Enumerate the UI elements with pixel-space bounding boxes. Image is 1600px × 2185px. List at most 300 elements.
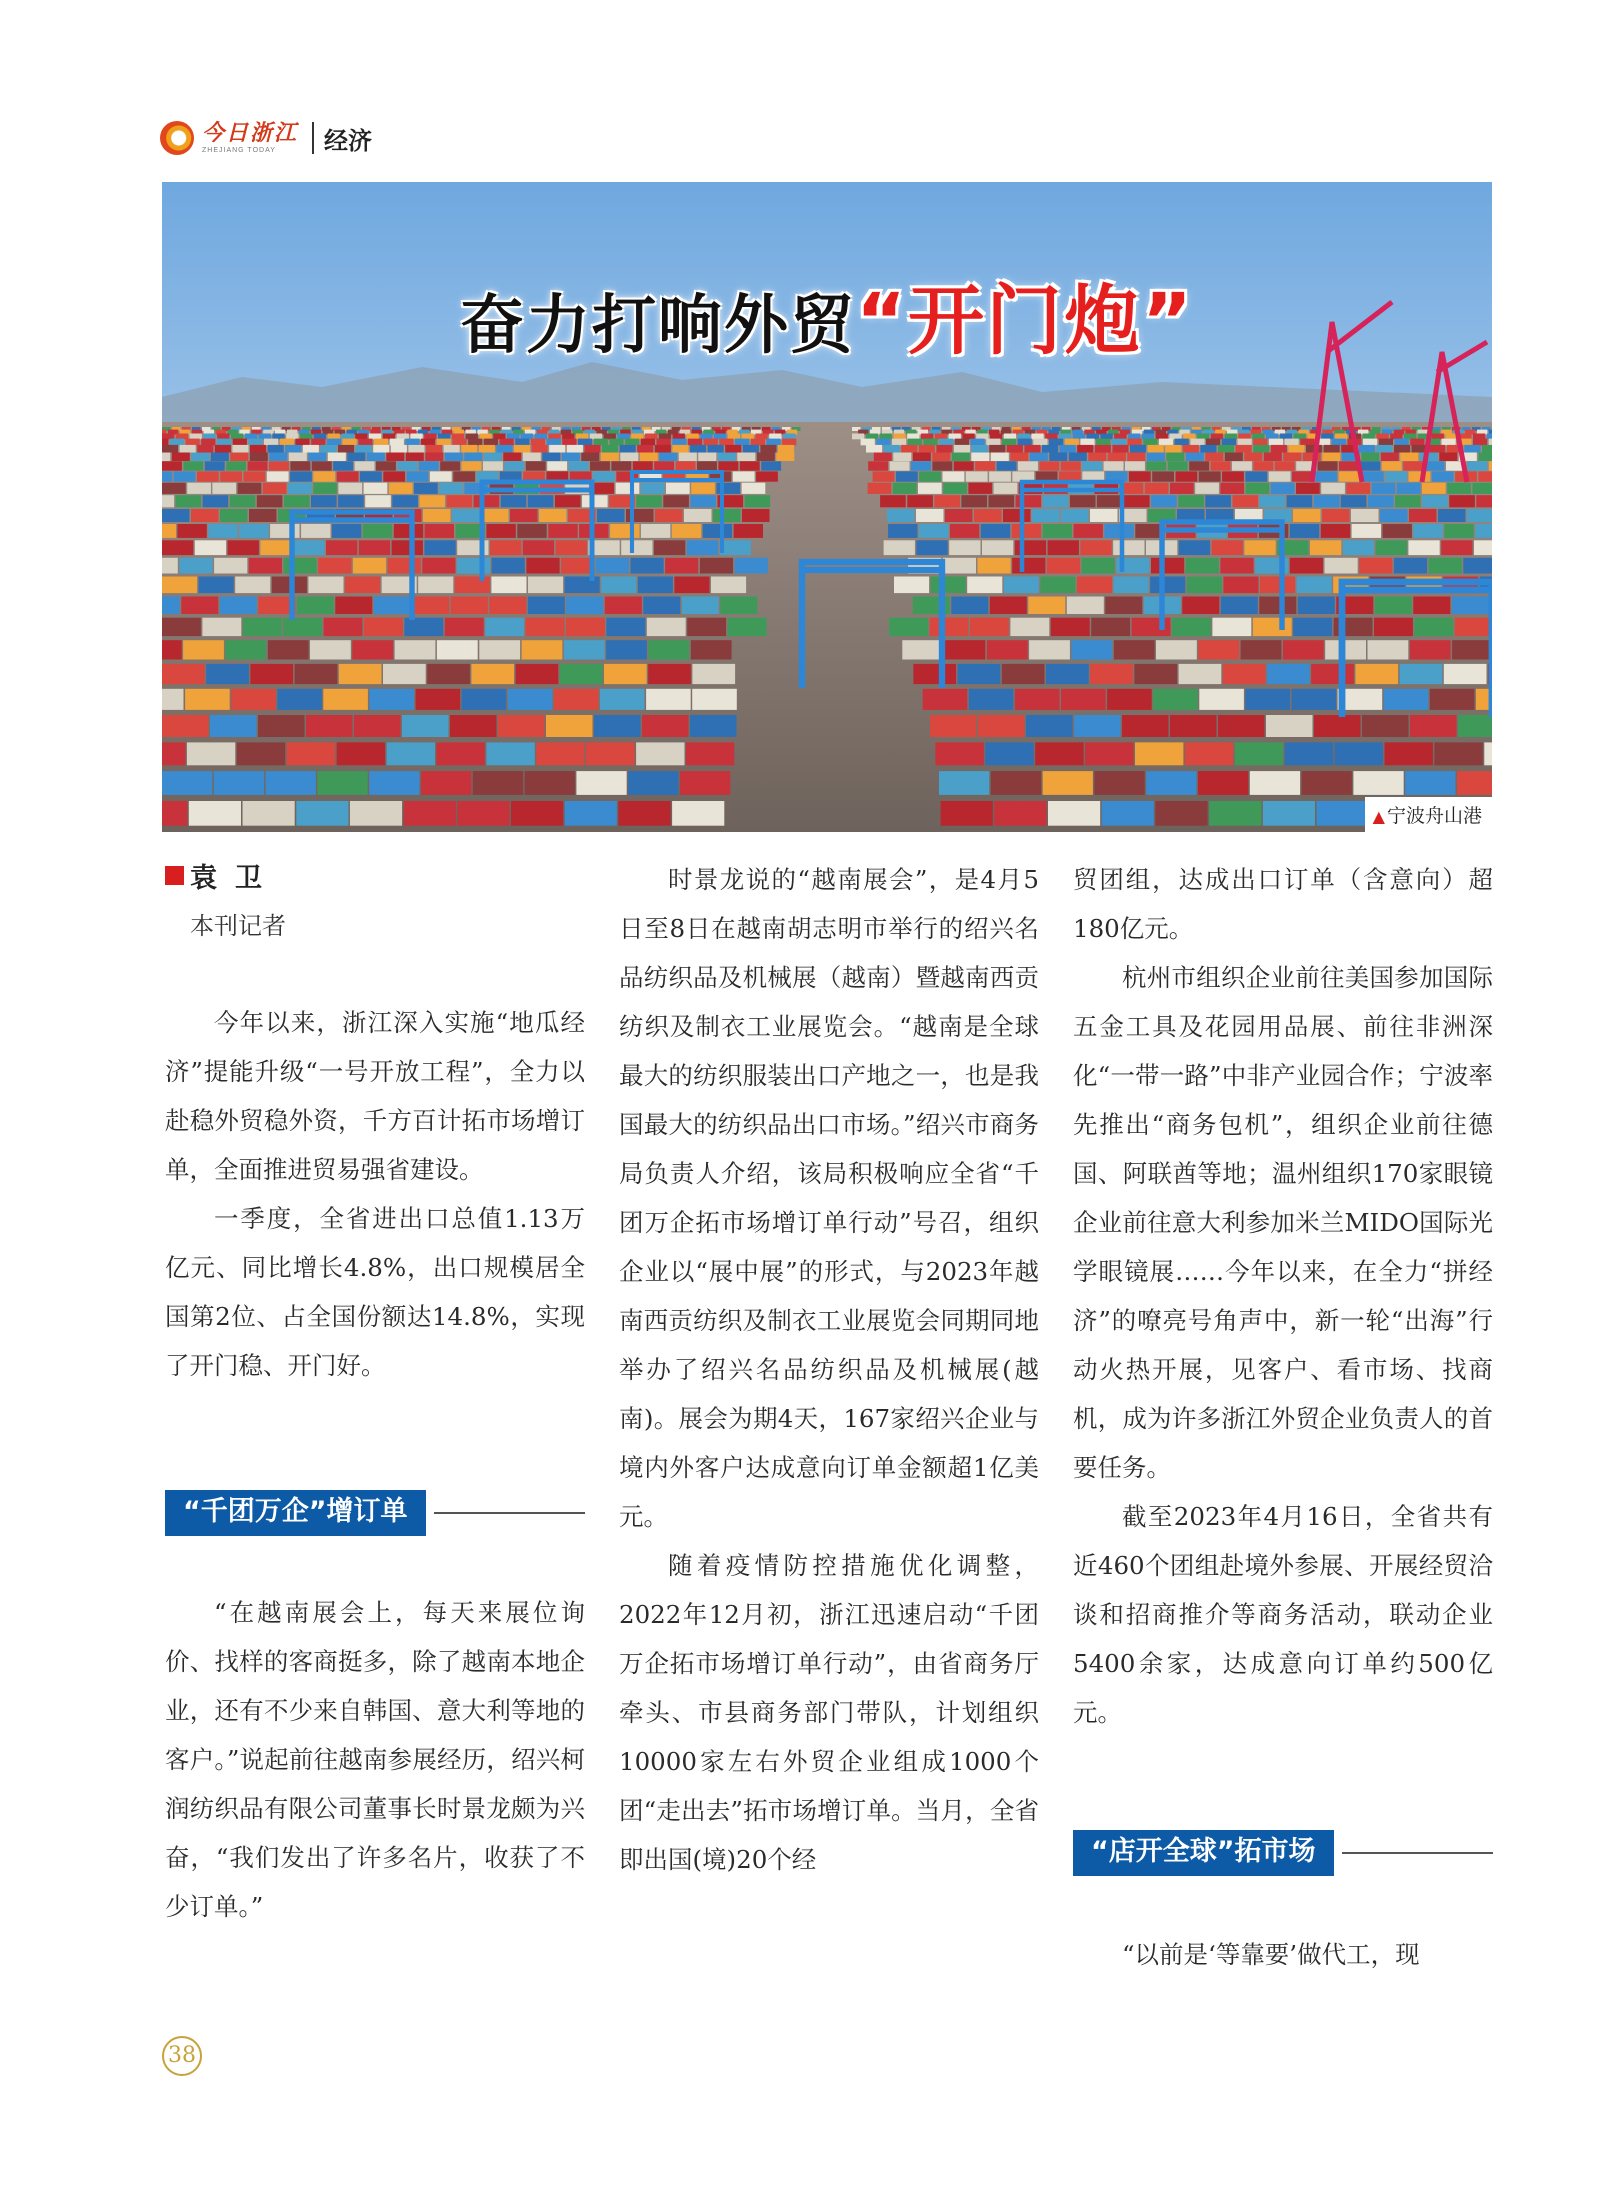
container-block [892,439,906,446]
container-block [407,471,429,481]
container-block [1012,558,1045,574]
container-block [1122,715,1169,737]
paragraph: 随着疫情防控措施优化调整，2022年12月初，浙江迅速启动“千团万企拓市场增订单行动”，由省商务厅牵头、市县商务部门带队，计划组织10000家左右外贸企业组成1000个团“走出去”拓市场增订单。当月，全省即出国(境)20个经 [619,1551,1039,1874]
container-block [673,434,685,440]
container-block [473,771,523,795]
container-block [416,689,461,710]
container-block [1353,771,1403,795]
container-block [508,689,553,710]
container-block [561,558,594,574]
container-block [1467,461,1487,470]
container-block [232,445,248,453]
container-block [1294,434,1306,440]
container-block [967,577,1002,594]
container-block [1105,597,1142,615]
container-block [392,495,418,507]
container-block [1335,742,1383,765]
container-block [1100,434,1112,440]
container-block [462,461,482,470]
container-block [1290,524,1319,538]
container-block [202,618,241,636]
container-block [310,640,351,659]
container-block [911,461,931,470]
container-block [1383,524,1412,538]
container-block [1030,453,1048,462]
container-block [1315,471,1337,481]
container-block [1198,640,1239,659]
container-block [594,439,608,446]
container-block [162,453,170,462]
container-block [776,453,794,462]
container-block [285,445,301,453]
container-block [383,471,405,481]
paragraph: 时景龙说的“越南展会”，是4月5日至8日在越南胡志明市举行的绍兴名品纺织品及机械展（越南）暨越南西贡纺织及制衣工业展览会。“越南是全球最大的纺织服装出口产地之一，也是我国最大的纺织品出口市场。”绍兴市商务局负责人介绍，该局积极响应全省“千团万企拓市场增订单行动”号召，组织企业以“展中展”的形式，与2023年越南西贡纺织及制衣工业展览会同期同地举办了绍兴名品纺织品及机械展(越南)。展会为期4天，167家绍兴企业与境内外客户达成意向订单金额超1亿美元。 [619,865,1039,1531]
container-block [174,471,196,481]
container-block [1197,434,1209,440]
container-block [931,577,966,594]
container-block [395,640,436,659]
container-block [1102,801,1154,826]
container-block [1362,715,1409,737]
container-block [665,558,698,574]
container-block [450,715,497,737]
container-block [733,471,755,481]
container-block [1155,801,1207,826]
container-block [1043,771,1093,795]
container-block [526,558,559,574]
container-block [1087,434,1099,440]
container-block [1359,445,1375,453]
container-block [437,439,451,446]
container-block [949,540,980,555]
container-block [978,715,1025,737]
container-block [327,439,341,446]
container-block [205,461,225,470]
container-block [1074,715,1121,737]
container-block [1384,689,1429,710]
container-block [1253,618,1292,636]
container-block [961,495,987,507]
container-block [1170,483,1194,494]
container-block [640,453,658,462]
container-block [311,439,325,446]
container-block [1263,801,1315,826]
container-block [250,453,268,462]
container-block [703,524,732,538]
container-block [1432,471,1454,481]
container-block [761,461,781,470]
container-block [1090,664,1133,684]
container-block [1475,524,1492,538]
container-block [162,618,201,636]
container-block [1018,434,1030,440]
container-block [172,453,190,462]
container-block [1269,439,1283,446]
photo-caption [1365,797,1492,832]
container-block [566,618,605,636]
headline-part-1: 奋力打响外贸 [460,289,857,363]
container-block [293,540,324,555]
container-block [884,540,915,555]
container-block [492,558,525,574]
container-block [874,453,892,462]
container-block [1285,439,1299,446]
container-block [1048,801,1100,826]
container-block [1028,597,1065,615]
container-block [1077,445,1093,453]
container-block [611,461,631,470]
container-block [392,540,423,555]
container-block [547,439,561,446]
container-block [504,461,524,470]
container-block [373,445,389,453]
container-block [1096,439,1110,446]
container-block [190,434,202,440]
container-block [894,577,929,594]
container-block [197,445,213,453]
container-block [1478,453,1492,462]
container-block [489,597,526,615]
container-block [408,445,424,453]
container-block [907,495,933,507]
container-block [308,577,343,594]
container-block [1186,453,1204,462]
column-1-continued [165,1588,585,1931]
container-block [782,439,796,446]
container-block [590,461,610,470]
container-block [742,434,754,440]
container-block [672,801,724,826]
container-block [523,453,541,462]
container-block [713,509,741,522]
container-block [711,577,746,594]
container-block [162,742,186,765]
container-block [930,618,969,636]
container-block [1359,558,1392,574]
container-block [228,540,259,555]
container-block [479,640,520,659]
container-block [720,540,751,555]
container-block [1293,618,1332,636]
container-block [565,801,617,826]
container-block [1070,495,1096,507]
container-block [548,524,577,538]
container-block [249,558,282,574]
container-block [352,640,393,659]
container-block [203,495,229,507]
container-block [950,524,979,538]
container-block [162,640,182,659]
container-block [503,453,521,462]
container-block [890,461,910,470]
container-block [199,577,234,594]
container-block [269,453,287,462]
container-block [994,801,1046,826]
container-block [358,439,372,446]
container-block [743,445,759,453]
container-block [526,461,546,470]
container-block [1413,524,1442,538]
container-block [659,453,677,462]
container-block [1449,495,1475,507]
container-block [1002,664,1045,684]
container-block [1341,495,1367,507]
container-block [690,445,706,453]
container-block [1489,461,1492,470]
container-block [728,434,740,440]
container-block [422,558,455,574]
subhead-2-label: “店开全球”拓市场 [1073,1830,1334,1876]
container-block [1395,495,1421,507]
container-block [1222,439,1236,446]
container-block [237,742,285,765]
container-block [1473,439,1487,446]
container-block [1042,445,1058,453]
container-block [338,495,364,507]
container-block [461,445,477,453]
container-block [923,689,968,710]
container-block [1156,640,1197,659]
container-block [655,445,671,453]
container-block [939,771,989,795]
column-2 [619,855,1039,1884]
container-block [893,483,917,494]
container-block [226,461,246,470]
container-block [1211,461,1231,470]
container-block [1325,558,1358,574]
container-block [628,771,678,795]
container-block [1183,445,1199,453]
container-block [1244,453,1262,462]
container-block [698,453,716,462]
container-block [244,471,266,481]
container-block [215,445,231,453]
container-block [1067,597,1104,615]
container-block [208,524,237,538]
container-block [1264,453,1282,462]
container-block [1035,742,1083,765]
container-block [1065,439,1079,446]
container-block [162,439,168,446]
container-block [311,495,337,507]
container-block [353,558,386,574]
container-block [1444,664,1487,684]
container-block [369,771,419,795]
container-block [718,461,738,470]
container-block [421,439,435,446]
container-block [889,618,928,636]
container-block [1032,509,1060,522]
container-block [1285,742,1333,765]
container-block [547,461,567,470]
container-block [962,434,974,440]
container-block [183,640,224,659]
container-block [866,445,882,453]
container-block [567,445,583,453]
container-block [341,434,353,440]
container-block [1352,524,1381,538]
container-block [1339,471,1361,481]
container-block [162,664,205,684]
container-block [684,509,712,522]
container-block [220,471,242,481]
container-block [1150,577,1185,594]
container-block [211,453,229,462]
container-block [1088,453,1106,462]
container-block [1324,445,1340,453]
container-block [945,640,986,659]
container-block [954,445,970,453]
container-block [345,577,380,594]
container-block [638,577,673,594]
container-block [887,509,915,522]
container-block [185,689,230,710]
container-block [620,453,638,462]
container-block [1182,597,1219,615]
container-block [424,540,455,555]
container-block [317,771,367,795]
container-block [197,471,219,481]
container-block [576,771,626,795]
container-block [1376,540,1407,555]
container-block [1082,461,1102,470]
container-block [1091,618,1130,636]
container-block [284,495,310,507]
container-block [907,434,919,440]
container-block [436,742,484,765]
container-block [387,742,435,765]
container-block [1318,461,1338,470]
container-block [593,471,615,481]
logo-text-cn: 今日浙江 [202,120,299,146]
container-block [1024,445,1040,453]
container-block [1404,434,1416,440]
container-block [1463,558,1492,574]
container-block [679,453,697,462]
container-block [486,524,515,538]
container-block [264,439,278,446]
container-block [1187,577,1222,594]
container-block [359,540,390,555]
container-block [971,439,985,446]
container-block [643,597,680,615]
subhead-1-rule [434,1512,586,1514]
container-block [1082,558,1115,574]
container-block [430,471,452,481]
container-block [1124,495,1150,507]
container-block [740,461,760,470]
container-block [339,664,382,684]
container-block [718,453,736,462]
container-block [1474,540,1492,555]
container-block [1029,640,1070,659]
container-block [936,445,952,453]
container-block [180,445,196,453]
container-block [277,689,322,710]
container-block [419,461,439,470]
container-block [338,483,362,494]
headline-part-2: “开门炮” [856,276,1194,365]
container-block [1293,509,1321,522]
container-block [397,434,409,440]
container-block [493,434,505,440]
container-block [1266,715,1313,737]
container-block [453,471,475,481]
container-block [1422,495,1448,507]
container-block [1085,742,1133,765]
container-block [1260,577,1295,594]
container-block [1090,509,1118,522]
container-block [1317,801,1369,826]
container-block [248,439,262,446]
container-block [248,461,268,470]
container-block [186,439,200,446]
container-block [918,483,942,494]
container-block [755,434,767,440]
container-block [1379,439,1393,446]
container-block [162,540,193,555]
container-block [647,618,686,636]
container-block [990,597,1027,615]
container-block [445,453,463,462]
container-block [536,742,584,765]
container-block [1438,509,1466,522]
container-block [1225,434,1237,440]
container-block [974,509,1002,522]
container-block [1015,540,1046,555]
container-block [528,577,563,594]
container-block [1179,664,1222,684]
container-block [876,439,890,446]
subhead-1-label: “千团万企”增订单 [165,1490,426,1536]
container-block [337,742,385,765]
container-block [893,434,905,440]
container-block [287,742,335,765]
container-block [1245,471,1267,481]
container-block [365,495,391,507]
container-block [1166,453,1184,462]
container-block [491,577,526,594]
paragraph: 贸团组，达成出口订单（含意向）超180亿元。 [1073,865,1493,943]
container-block [1175,439,1189,446]
container-block [360,471,382,481]
container-block [989,495,1015,507]
container-block [1179,540,1210,555]
container-block [934,495,960,507]
container-block [1170,715,1217,737]
container-block [437,640,478,659]
container-block [742,509,770,522]
container-block [1153,689,1198,710]
container-block [1114,577,1149,594]
container-block [562,453,580,462]
container-block [1457,771,1492,795]
container-block [985,742,1033,765]
container-block [1212,618,1251,636]
container-block [1031,434,1043,440]
masthead-divider [312,122,314,154]
container-block [1467,509,1492,522]
paragraph: 杭州市组织企业前往美国参加国际五金工具及花园用品展、前往非洲深化“一带一路”中非产业园合作；宁波率先推出“商务包机”，组织企业前往德国、阿联酋等地；温州组织170家眼镜企业前往意大利参加米兰MIDO国际光学眼镜展……今年以来，在全力“拼经济”的嘹亮号角声中，新一轮“出海”行动火热开展，见客户、看市场、找商机，成为许多浙江外贸企业负责人的首要任务。 [1073,963,1493,1482]
byline-author [165,856,280,895]
container-block [1376,434,1388,440]
container-block [1190,439,1204,446]
container-block [333,461,353,470]
container-block [633,461,653,470]
container-block [354,715,401,737]
container-block [1033,439,1047,446]
container-block [692,664,735,684]
